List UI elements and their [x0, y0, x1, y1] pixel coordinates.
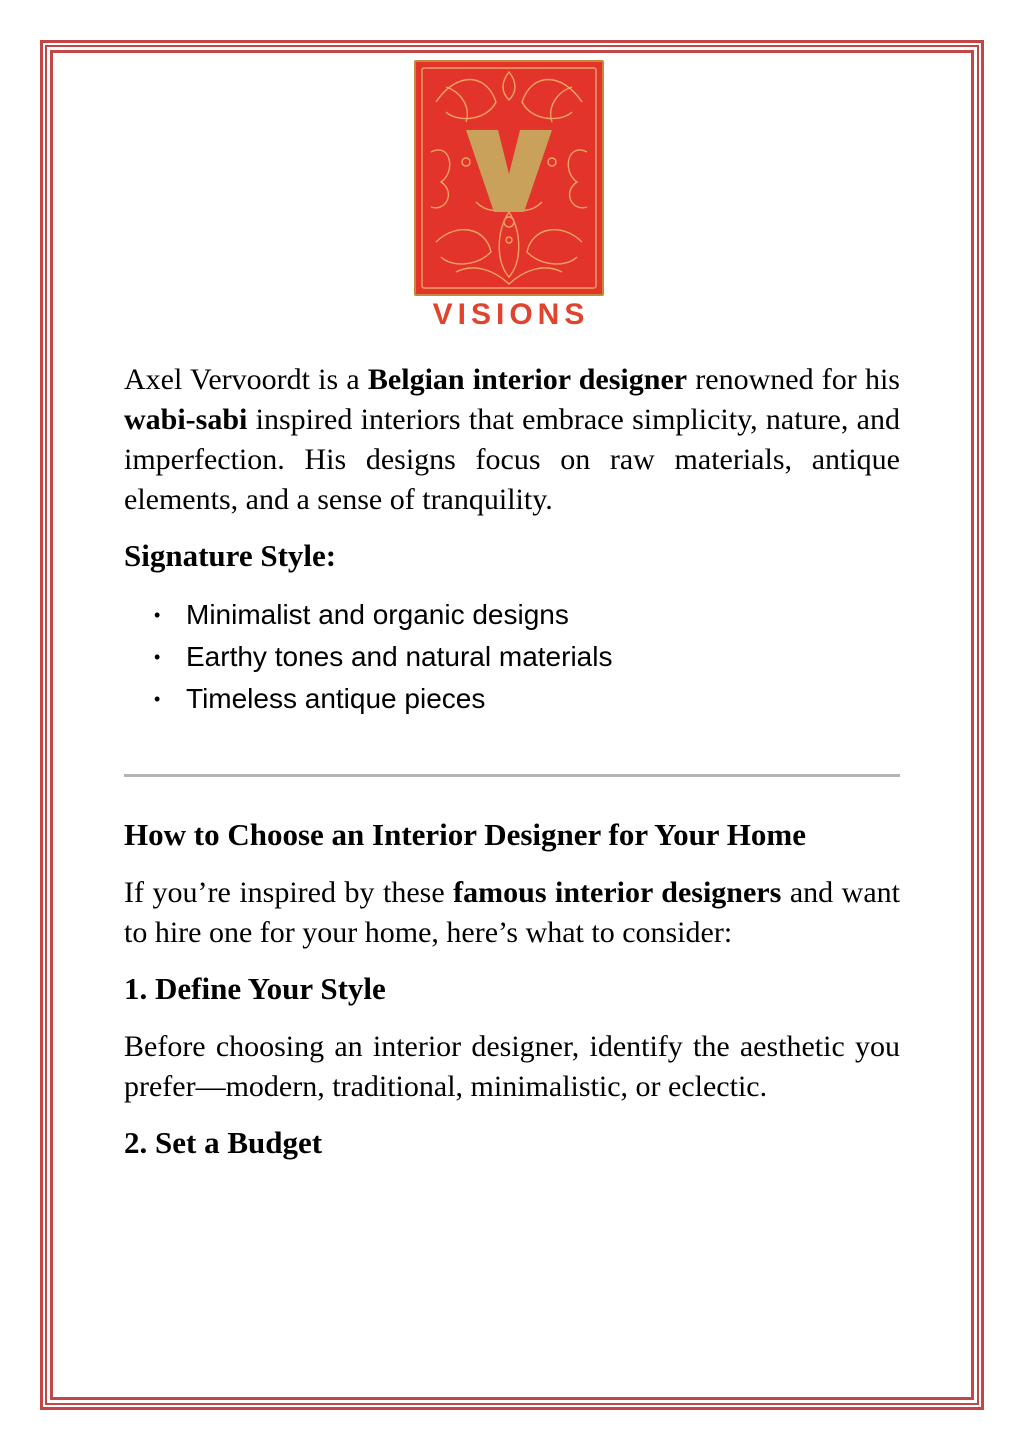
- section-divider: [124, 774, 900, 777]
- choose-bold-famous: famous interior designers: [453, 876, 782, 909]
- choose-designer-heading: How to Choose an Interior Designer for Your Home: [124, 817, 806, 852]
- list-item: • Earthy tones and natural materials: [124, 636, 900, 678]
- v-letter-icon: [466, 130, 552, 212]
- list-item: • Minimalist and organic designs: [124, 594, 900, 636]
- logo-wordmark: VISIONS: [432, 298, 590, 331]
- signature-style-heading: Signature Style:: [124, 538, 337, 573]
- intro-paragraph: Axel Vervoordt is a Belgian interior designer renowned for his wabi-sabi inspired interiors that embrace simplicity, nature, and imperfection. His designs focus on raw materials, antique elements, and a sense of tranquility.: [124, 363, 900, 516]
- visions-logo: [414, 60, 608, 335]
- step1-paragraph: Before choosing an interior designer, identify the aesthetic you prefer—modern, traditional, minimalistic, or eclectic.: [124, 1030, 900, 1103]
- logo-ornament-icon: [416, 62, 602, 294]
- intro-bold-designer: Belgian interior designer: [367, 363, 688, 396]
- article-content: [124, 360, 900, 1181]
- list-item: • Timeless antique pieces: [124, 678, 900, 720]
- signature-style-list: [124, 594, 900, 720]
- step2-heading: 2. Set a Budget: [124, 1125, 323, 1160]
- intro-bold-wabi-sabi: wabi-sabi: [124, 403, 248, 436]
- logo-ornament-tile: [414, 60, 604, 296]
- step1-heading: 1. Define Your Style: [124, 971, 386, 1006]
- choose-paragraph: If you’re inspired by these famous interior designers and want to hire one for your home, here’s what to consider:: [124, 876, 900, 949]
